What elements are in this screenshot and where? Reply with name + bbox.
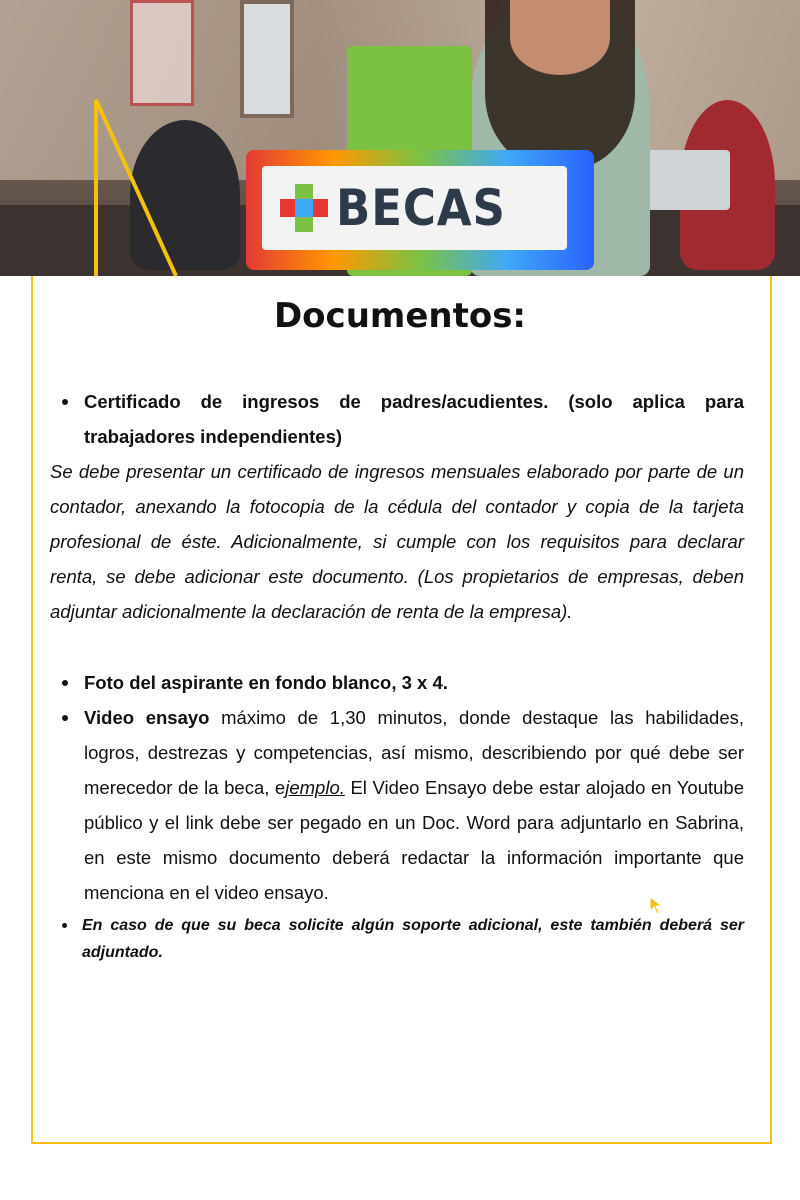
example-link[interactable]: jemplo. (285, 777, 345, 798)
video-essay-label: Video ensayo (84, 707, 210, 728)
frame-right-border (770, 276, 772, 1144)
documents-list (50, 384, 744, 966)
list-item-additional-support: En caso de que su beca solicite algún soporte adicional, este también deberá ser adjuntado. (50, 912, 744, 966)
list-item-income-certificate: Certificado de ingresos de padres/acudientes. (solo aplica para trabajadores independientes) (50, 384, 744, 454)
video-essay-text-a: máximo de 1,30 minutos, donde destaque las habilidades, logros, destrezas y competencias, así mismo, describiendo por qué debe ser merecedor de la beca, e (84, 707, 745, 798)
frame-left-border (31, 276, 33, 1144)
list-item-video-essay (50, 700, 744, 910)
income-certificate-details: Se debe presentar un certificado de ingresos mensuales elaborado por parte de un contador, anexando la fotocopia de la cédula del contador y copia de la tarjeta profesional de éste. Adicionalmente, si cumple con los requisitos para declarar renta, se debe adicionar este documento. (Los propietarios de empresas, deben adjuntar adicionalmente la declaración de renta de la empresa). (50, 461, 744, 622)
decorative-yellow-line (0, 0, 800, 290)
list-item-photo: Foto del aspirante en fondo blanco, 3 x 4. (50, 665, 744, 700)
becas-sign-text: BECAS (336, 179, 506, 237)
video-essay-text-b: El Video Ensayo debe estar alojado en Youtube público y el link debe ser pegado en un Doc. Word para adjuntarlo en Sabrina, en este mismo documento deberá redactar la información importante que menciona en el video ensayo. (84, 777, 744, 903)
frame-bottom-border (31, 1142, 772, 1144)
page-title: Documentos: (273, 296, 527, 336)
cursor-icon (649, 896, 665, 916)
